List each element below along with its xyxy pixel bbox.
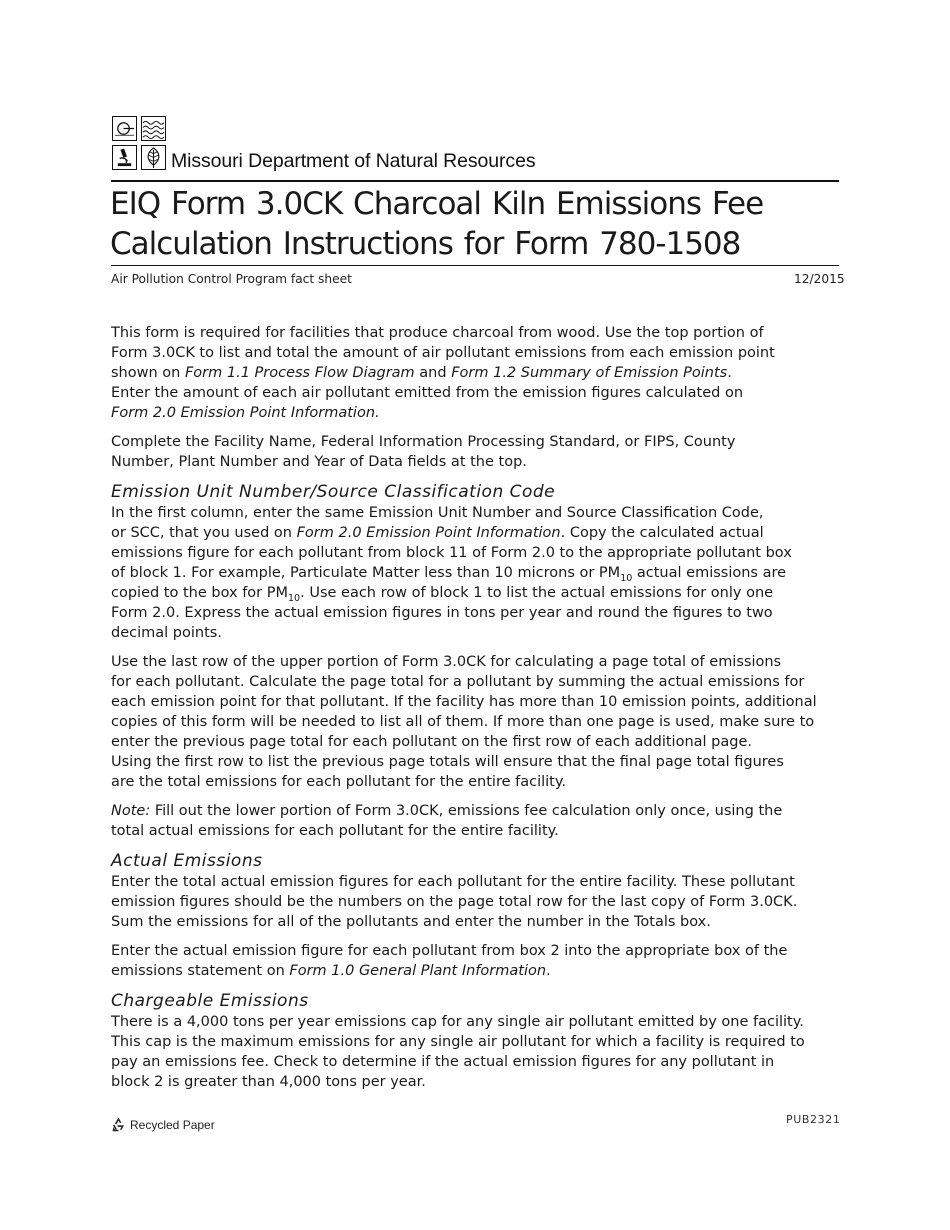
- microscope-logo-icon: [112, 145, 137, 170]
- emission-unit-paragraph: [111, 503, 839, 643]
- subscript: 10: [620, 573, 633, 584]
- recycled-paper-label: Recycled Paper: [130, 1118, 215, 1132]
- form-reference: Form 2.0 Emission Point Information.: [111, 405, 380, 421]
- text-line: for each pollutant. Calculate the page total for a pollutant by summing the actual emissions for: [111, 674, 805, 690]
- text-line: of block 1. For example, Particulate Matter less than 10 microns or $PM_{10}$ actual emissions are: [111, 565, 787, 584]
- recycle-icon: [110, 1116, 127, 1133]
- subscript: 10: [288, 593, 301, 604]
- text-line: copied to the box for $PM_{10}$. Use each row of block 1 to list the actual emissions for only one: [111, 585, 774, 604]
- emissions-statement-paragraph: [111, 941, 839, 981]
- text-line: emissions figure for each pollutant from block 11 of Form 2.0 to the appropriate pollutant box: [111, 545, 792, 561]
- title-line: EIQ Form 3.0CK Charcoal Kiln Emissions Fee: [110, 186, 764, 222]
- form-reference: Form 1.2 Summary of Emission Points: [451, 365, 728, 381]
- text-line: Enter the total actual emission figures for each pollutant for the entire facility. These pollutant: [111, 874, 795, 890]
- text-line: pay an emissions fee. Check to determine if the actual emission figures for any pollutant in: [111, 1054, 775, 1070]
- actual-emissions-paragraph: [111, 872, 839, 932]
- department-logo: [112, 116, 592, 174]
- facility-fields-paragraph: [111, 432, 839, 472]
- header-rule-bottom: [111, 265, 839, 266]
- text-line: decimal points.: [111, 625, 222, 641]
- intro-paragraph: [111, 323, 839, 423]
- form-reference: Form 2.0 Emission Point Information: [296, 525, 561, 541]
- text-line: copies of this form will be needed to list all of them. If more than one page is used, make sure to: [111, 714, 815, 730]
- waves-logo-icon: [141, 116, 166, 141]
- text-line: Complete the Facility Name, Federal Information Processing Standard, or FIPS, County: [111, 434, 736, 450]
- text-line: enter the previous page total for each pollutant on the first row of each additional page.: [111, 734, 752, 750]
- text-line: emissions statement on Form 1.0 General Plant Information.: [111, 963, 551, 979]
- text-line: Form 2.0. Express the actual emission figures in tons per year and round the figures to two: [111, 605, 773, 621]
- text-line: [111, 403, 839, 423]
- form-reference: Form 1.1 Process Flow Diagram: [184, 365, 415, 381]
- text-line: Number, Plant Number and Year of Data fields at the top.: [111, 454, 527, 470]
- text-line: Enter the amount of each air pollutant emitted from the emission figures calculated on: [111, 385, 744, 401]
- text-line: Enter the actual emission figure for each pollutant from box 2 into the appropriate box of the: [111, 943, 788, 959]
- page-total-paragraph: [111, 652, 839, 792]
- text-line: In the first column, enter the same Emission Unit Number and Source Classification Code,: [111, 505, 764, 521]
- note-paragraph: [111, 801, 839, 841]
- leaf-logo-icon: [141, 145, 166, 170]
- header-rule-top: [111, 180, 839, 182]
- text-line: Using the first row to list the previous page totals will ensure that the final page total figures: [111, 754, 784, 770]
- text-line: Note: Fill out the lower portion of Form 3.0CK, emissions fee calculation only once, using the: [111, 803, 783, 819]
- text-line: This cap is the maximum emissions for any single air pollutant for which a facility is required to: [111, 1034, 805, 1050]
- logo-icon-grid: [112, 116, 169, 172]
- section-heading-actual-emissions: Actual Emissions: [111, 851, 263, 871]
- text-line: each emission point for that pollutant. If the facility has more than 10 emission points, additional: [111, 694, 817, 710]
- text-line: are the total emissions for each pollutant for the entire facility.: [111, 774, 566, 790]
- chargeable-emissions-paragraph: [111, 1012, 839, 1092]
- text-line: shown on Form 1.1 Process Flow Diagram and Form 1.2 Summary of Emission Points.: [111, 365, 732, 381]
- text-line: block 2 is greater than 4,000 tons per year.: [111, 1074, 426, 1090]
- agency-name: Missouri Department of Natural Resources: [171, 150, 536, 172]
- text-line: Form 3.0CK to list and total the amount of air pollutant emissions from each emission point: [111, 345, 775, 361]
- fact-sheet-label: Air Pollution Control Program fact sheet: [111, 272, 352, 286]
- body-content: [111, 323, 839, 1101]
- form-reference: Form 1.0 General Plant Information: [289, 963, 547, 979]
- publication-date: 12/2015: [794, 272, 845, 286]
- text-line: There is a 4,000 tons per year emissions cap for any single air pollutant emitted by one facility.: [111, 1014, 804, 1030]
- text-line: Sum the emissions for all of the pollutants and enter the number in the Totals box.: [111, 914, 711, 930]
- text-line: Use the last row of the upper portion of Form 3.0CK for calculating a page total of emissions: [111, 654, 782, 670]
- text-line: or SCC, that you used on Form 2.0 Emission Point Information. Copy the calculated actual: [111, 525, 764, 541]
- text-line: emission figures should be the numbers on the page total row for the last copy of Form 3.0CK.: [111, 894, 798, 910]
- recycled-paper-mark: [110, 1116, 215, 1134]
- note-label: Note:: [111, 803, 151, 819]
- text-line: This form is required for facilities that produce charcoal from wood. Use the top portion of: [111, 325, 764, 341]
- title-line: Calculation Instructions for Form 780-1508: [110, 226, 741, 262]
- publication-number: PUB2321: [786, 1113, 841, 1126]
- sun-water-logo-icon: [112, 116, 137, 141]
- section-heading-chargeable-emissions: Chargeable Emissions: [111, 991, 309, 1011]
- text-line: total actual emissions for each pollutant for the entire facility.: [111, 823, 559, 839]
- page-title: [110, 184, 870, 264]
- section-heading-emission-unit: Emission Unit Number/Source Classification Code: [111, 482, 556, 502]
